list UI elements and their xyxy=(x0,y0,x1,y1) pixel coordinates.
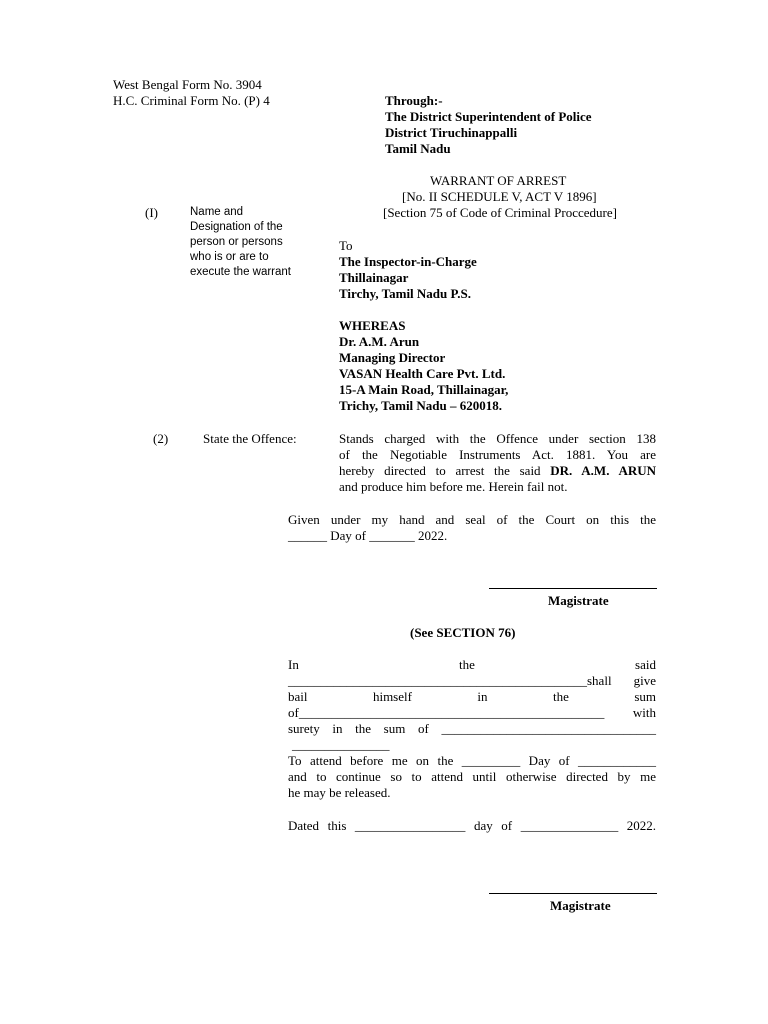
dated-line xyxy=(288,818,656,834)
item-2-label: State the Offence: xyxy=(203,431,297,446)
to-line-2: Thillainagar xyxy=(339,270,409,285)
bail-word: sum xyxy=(383,721,406,736)
whereas-line-3: VASAN Health Care Pvt. Ltd. xyxy=(339,366,506,381)
bail-word: give xyxy=(633,673,656,688)
form-number-hc-criminal: H.C. Criminal Form No. (P) 4 xyxy=(113,93,270,108)
bail-word: of xyxy=(417,721,429,736)
to-label: To xyxy=(339,238,353,253)
item-1-label-line: Designation of the xyxy=(190,221,283,233)
bail-word: with xyxy=(632,705,656,720)
bail-blank: ______________________________________________shall xyxy=(288,673,612,688)
magistrate-label-1: Magistrate xyxy=(548,593,609,608)
through-label: Through:- xyxy=(385,93,443,108)
bail-word: surety xyxy=(288,721,320,736)
through-line-3: Tamil Nadu xyxy=(385,141,451,156)
item-1-label-line: execute the warrant xyxy=(190,266,292,278)
form-number-west-bengal: West Bengal Form No. 3904 xyxy=(113,77,262,92)
attend-line-2: and to continue so to attend until otherwise directed by me xyxy=(288,769,656,784)
whereas-line-5: Trichy, Tamil Nadu – 620018. xyxy=(339,398,503,413)
bail-row-2 xyxy=(288,673,656,689)
item-1-number: (I) xyxy=(145,205,158,220)
signature-line-2 xyxy=(489,893,657,894)
accused-name: DR. A.M. ARUN xyxy=(550,463,656,478)
bail-word: In xyxy=(288,657,299,672)
bail-blank: of_______________________________________________ xyxy=(288,705,605,720)
bail-row-5 xyxy=(288,721,656,737)
attend-line-1: To attend before me on the _________ Day of ____________ xyxy=(288,753,656,768)
offence-paragraph xyxy=(339,431,656,495)
item-2-number: (2) xyxy=(153,431,169,446)
item-1-label-line: who is or are to xyxy=(190,251,269,263)
to-line-3: Tirchy, Tamil Nadu P.S. xyxy=(339,286,471,301)
item-1-label-line: person or persons xyxy=(190,236,283,248)
bail-word: himself xyxy=(372,689,412,704)
item-1-label-line: Name and xyxy=(190,206,244,218)
bail-row-3 xyxy=(288,689,656,705)
bail-row-4 xyxy=(288,705,656,721)
attend-line-3: he may be released. xyxy=(288,785,391,800)
through-line-2: District Tiruchinappalli xyxy=(385,125,518,140)
item-1-label xyxy=(190,205,291,280)
bail-word: sum xyxy=(634,689,656,704)
to-line-1: The Inspector-in-Charge xyxy=(339,254,477,269)
through-line-1: The District Superintendent of Police xyxy=(385,109,592,124)
offence-line-2: of the Negotiable Instruments Act. 1881. You are xyxy=(339,447,656,462)
bail-word: in xyxy=(332,721,343,736)
bail-word: the xyxy=(355,721,372,736)
dated-text: Dated this _________________ day of _______________ 2022. xyxy=(288,818,656,833)
whereas-line-1: Dr. A.M. Arun xyxy=(339,334,420,349)
whereas-line-4: 15-A Main Road, Thillainagar, xyxy=(339,382,509,397)
section-76-heading: (See SECTION 76) xyxy=(410,625,516,640)
given-line-1: Given under my hand and seal of the Court on this the xyxy=(288,512,656,527)
magistrate-label-2: Magistrate xyxy=(550,898,611,913)
bail-word: in xyxy=(477,689,488,704)
warrant-subtitle-schedule: [No. II SCHEDULE V, ACT V 1896] xyxy=(402,189,597,204)
whereas-line-2: Managing Director xyxy=(339,350,446,365)
warrant-title: WARRANT OF ARREST xyxy=(430,173,567,188)
offence-line-3-text: hereby directed to arrest the said xyxy=(339,463,551,478)
bail-word: the xyxy=(552,689,569,704)
attend-paragraph xyxy=(288,753,656,801)
offence-line-4: and produce him before me. Herein fail not. xyxy=(339,479,568,494)
bail-row-6: _______________ xyxy=(292,737,390,752)
whereas-label: WHEREAS xyxy=(339,318,406,333)
warrant-subtitle-section: [Section 75 of Code of Criminal Proccedure] xyxy=(383,205,617,220)
bail-word: bail xyxy=(288,689,308,704)
bail-word: the xyxy=(459,657,475,672)
offence-line-3 xyxy=(339,463,656,479)
signature-line-1 xyxy=(489,588,657,589)
given-line-2: ______ Day of _______ 2022. xyxy=(288,528,448,543)
given-paragraph xyxy=(288,512,656,544)
bail-word: said xyxy=(635,657,656,672)
bail-row-1 xyxy=(288,657,656,673)
bail-blank: _________________________________ xyxy=(441,721,656,736)
offence-line-1: Stands charged with the Offence under section 138 xyxy=(339,431,656,446)
